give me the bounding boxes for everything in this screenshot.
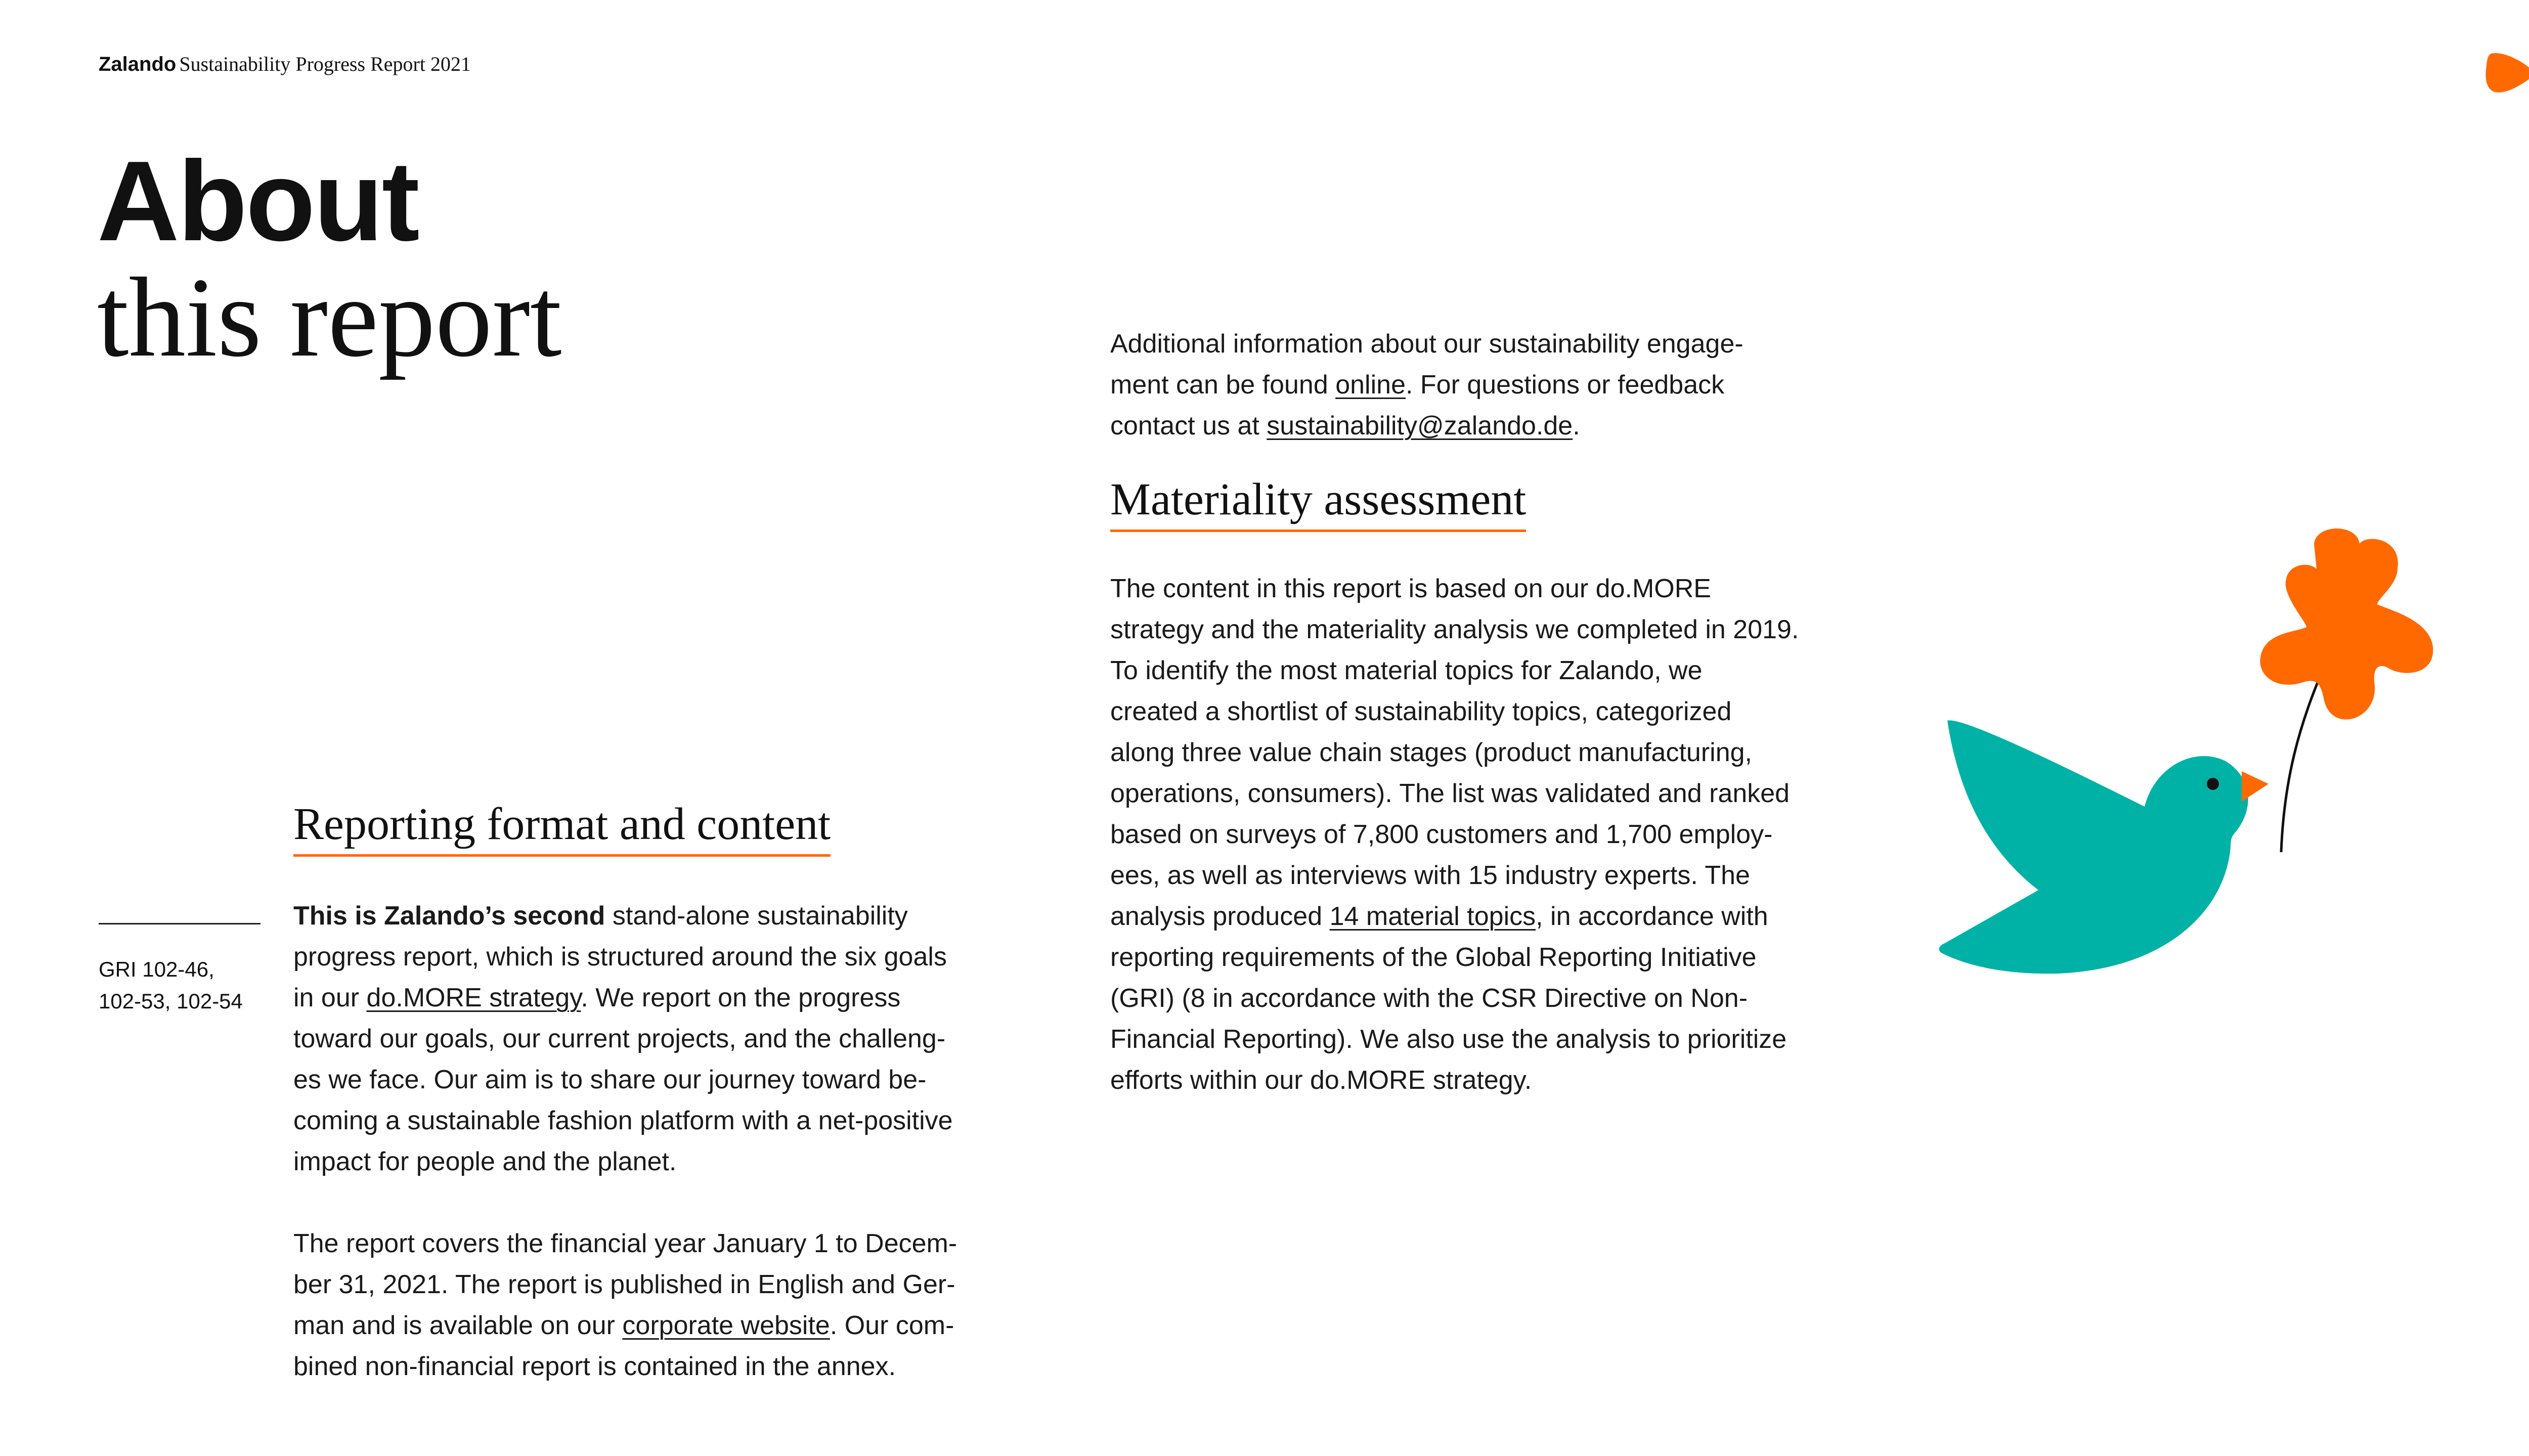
materiality-heading: Materiality assessment [1110,477,1526,532]
paragraph-gap [293,1182,957,1223]
text-line: (GRI) (8 in accordance with the CSR Directive on Non- [1110,984,1748,1013]
text-line: created a shortlist of sustainability topics, categorized [1110,697,1732,726]
text-line: bined non-financial report is contained in the annex. [293,1352,896,1381]
text-line: efforts within our do.MORE strategy. [1110,1066,1532,1095]
text-span: . We report on the progress [581,983,901,1012]
text-span: stand-alone sustainability [605,901,908,931]
report-header [99,52,471,76]
text-line [1110,365,1743,406]
text-line: progress report, which is structured around the six goals [293,942,947,972]
text-line: toward our goals, our current projects, and the challeng- [293,1024,946,1053]
text-line: strategy and the materiality analysis we completed in 2019. [1110,615,1799,644]
text-span: ment can be found [1110,370,1336,400]
bird-icon [1939,720,2269,974]
reporting-paragraph [293,896,957,1387]
brand-name: Zalando [99,53,177,75]
text-span: . [1573,411,1580,440]
material-topics-link[interactable]: 14 material topics [1329,902,1536,931]
text-line: along three value chain stages (product manufacturing, [1110,738,1752,767]
text-line: The report covers the financial year January 1 to Decem- [293,1229,957,1258]
text-line: operations, consumers). The list was validated and ranked [1110,779,1790,808]
online-link[interactable]: online [1335,370,1406,400]
text-span: . For questions or feedback [1406,370,1725,400]
text-line: Financial Reporting). We also use the analysis to prioritize [1110,1025,1787,1054]
text-line [1110,896,1799,937]
text-span: contact us at [1110,411,1267,440]
text-span: . Our com- [830,1311,954,1340]
page-title: About [97,137,418,264]
text-line: To identify the most material topics for Zalando, we [1110,656,1703,685]
text-line [293,978,957,1019]
gri-reference [99,953,243,1017]
text-line: ber 31, 2021. The report is published in English and Ger- [293,1270,955,1299]
flower-icon [2260,528,2433,720]
text-line [1110,406,1743,447]
divider [99,923,260,924]
text-line: reporting requirements of the Global Reporting Initiative [1110,943,1757,972]
text-line: coming a sustainable fashion platform with a net-positive [293,1106,953,1135]
text-span: in our [293,983,367,1012]
intro-paragraph [1110,324,1743,447]
reporting-heading: Reporting format and content [293,802,831,857]
text-span: analysis produced [1110,902,1330,931]
domore-strategy-link[interactable]: do.MORE strategy [366,983,581,1012]
text-line: impact for people and the planet. [293,1147,677,1176]
page-subtitle: this report [97,254,562,380]
text-line: es we face. Our aim is to share our journey toward be- [293,1065,927,1094]
zalando-logo-icon [2481,50,2529,95]
text-line: Additional information about our sustainability engage- [1110,329,1743,359]
materiality-paragraph [1110,568,1799,1101]
gri-line: 102-53, 102-54 [99,989,243,1013]
text-span: , in accordance with [1536,902,1768,931]
bold-lead: This is Zalando’s second [293,901,605,931]
text-line: The content in this report is based on our do.MORE [1110,574,1711,603]
text-line [293,896,957,937]
text-line: ees, as well as interviews with 15 industry experts. The [1110,861,1750,890]
text-line [293,1305,957,1346]
email-link[interactable]: sustainability@zalando.de [1267,411,1573,440]
report-title: Sustainability Progress Report 2021 [179,53,471,75]
bird-flower-illustration [1932,523,2463,989]
corporate-website-link[interactable]: corporate website [622,1311,830,1340]
gri-line: GRI 102-46, [99,957,214,981]
text-span: man and is available on our [293,1311,623,1340]
text-line: based on surveys of 7,800 customers and 1,700 employ- [1110,820,1773,849]
